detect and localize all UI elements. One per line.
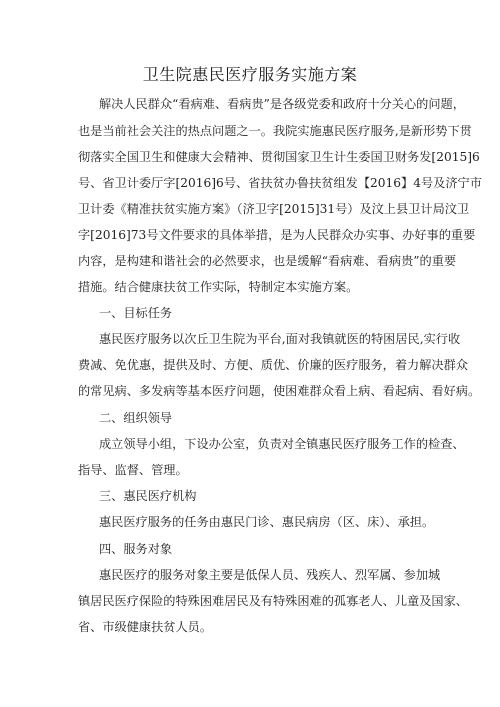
paragraph-line: 字[2016]73号文件要求的具体举措，是为人民群众办实事、办好事的重要 — [78, 228, 476, 242]
paragraph-line: 措施。结合健康扶贫工作实际，特制定本实施方案。 — [78, 280, 359, 294]
section-heading: 一、目标任务 — [99, 306, 173, 320]
document-title: 卫生院惠民医疗服务实施方案 — [142, 65, 358, 84]
paragraph-line: 省、市级健康扶贫人员。 — [78, 620, 213, 634]
paragraph-line: 费减、免优惠，提供及时、方便、质优、价廉的医疗服务，着力解决群众 — [78, 358, 468, 372]
paragraph-line: 卫计委《精准扶贫实施方案》（济卫字[2015]31号）及汶上县卫计局汶卫 — [78, 202, 470, 216]
section-heading: 三、惠民医疗机构 — [99, 489, 197, 503]
paragraph-line: 号、省卫计委厅字[2016]6号、省扶贫办鲁扶贫组发【2016】4号及济宁市 — [78, 176, 482, 190]
paragraph-line: 成立领导小组，下设办公室，负责对全镇惠民医疗服务工作的检查、 — [99, 437, 465, 451]
paragraph-line: 指导、监督、管理。 — [78, 463, 188, 477]
paragraph-line: 彻落实全国卫生和健康大会精神、贯彻国家卫生计生委国卫财务发[2015]6 — [78, 150, 480, 164]
section-heading: 四、服务对象 — [99, 542, 173, 556]
paragraph-line: 内容，是构建和谐社会的必然要求，也是缓解“看病难、看病贵”的重要 — [78, 254, 457, 268]
paragraph-line: 惠民医疗的服务对象主要是低保人员、残疾人、烈军属、参加城 — [99, 568, 441, 582]
paragraph-line: 解决人民群众“看病难、看病贵”是各级党委和政府十分关心的问题， — [99, 97, 465, 111]
paragraph-line: 镇居民医疗保险的特殊困难居民及有特殊困难的孤寡老人、儿童及国家、 — [78, 594, 468, 608]
paragraph-line: 惠民医疗服务以次丘卫生院为平台,面对我镇就医的特困居民,实行收 — [99, 332, 461, 346]
paragraph-line: 也是当前社会关注的热点问题之一。我院实施惠民医疗服务,是新形势下贯 — [78, 124, 472, 138]
section-heading: 二、组织领导 — [99, 411, 173, 425]
paragraph-line: 惠民医疗服务的任务由惠民门诊、惠民病房（区、床）、承担。 — [99, 515, 435, 529]
paragraph-line: 的常见病、多发病等基本医疗问题，使困难群众看上病、看起病、看好病。 — [78, 384, 481, 398]
